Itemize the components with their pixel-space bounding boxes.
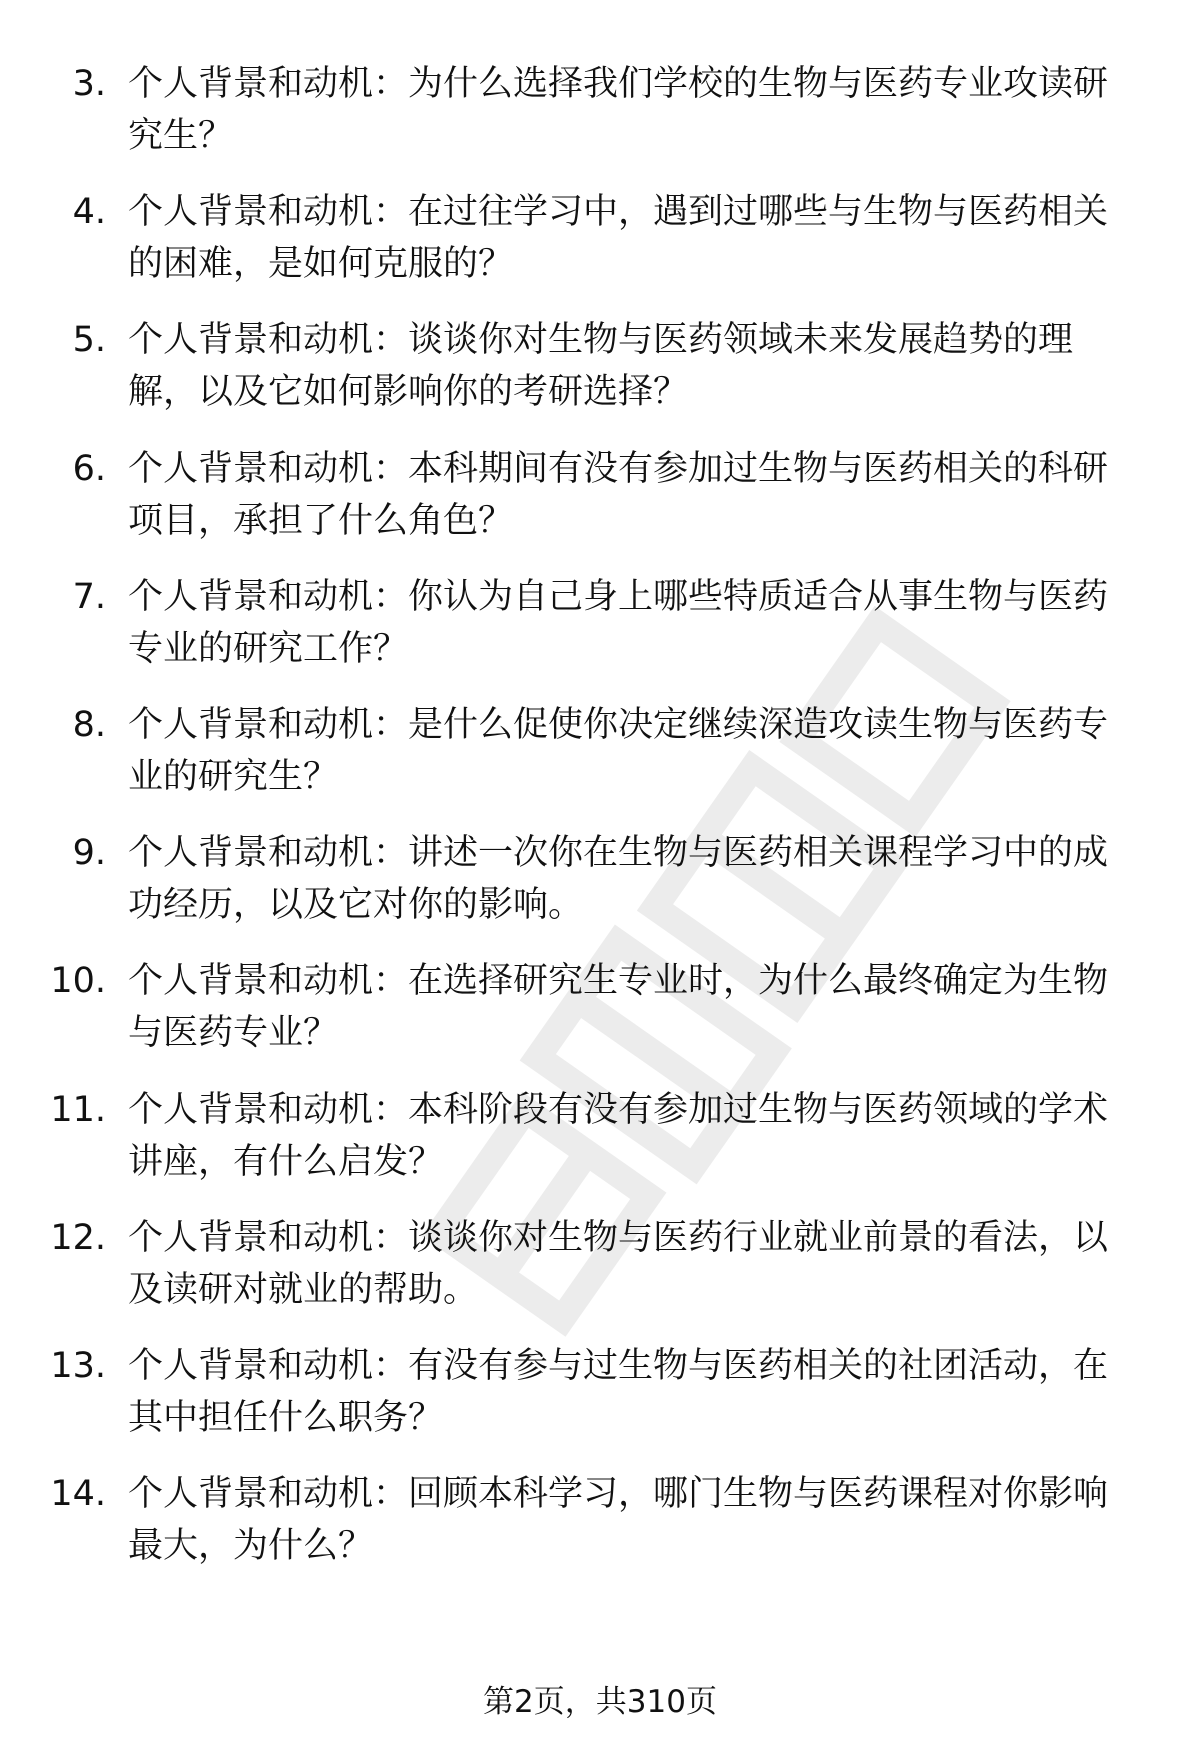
question-item (0, 1468, 1200, 1596)
question-text: 个人背景和动机：回顾本科学习，哪门生物与医药课程对你影响最大，为什么？ (128, 1474, 1109, 1567)
question-number: 9. (72, 833, 106, 874)
question-text: 个人背景和动机：谈谈你对生物与医药行业就业前景的看法，以及读研对就业的帮助。 (128, 1217, 1109, 1310)
question-item (0, 443, 1200, 571)
question-item (0, 186, 1200, 314)
question-text: 个人背景和动机：你认为自己身上哪些特质适合从事生物与医药专业的研究工作？ (128, 576, 1109, 669)
question-number: 8. (72, 704, 106, 745)
question-number: 7. (72, 576, 106, 617)
question-number: 10. (50, 961, 106, 1002)
question-number: 6. (72, 448, 106, 489)
question-number: 11. (50, 1089, 106, 1130)
question-item (0, 1340, 1200, 1468)
question-item (0, 1084, 1200, 1212)
question-number: 4. (72, 192, 106, 233)
question-item (0, 955, 1200, 1083)
question-text: 个人背景和动机：有没有参与过生物与医药相关的社团活动，在其中担任什么职务？ (128, 1345, 1109, 1438)
question-text: 个人背景和动机：在选择研究生专业时，为什么最终确定为生物与医药专业？ (128, 961, 1109, 1054)
question-list (0, 58, 1200, 1596)
question-number: 12. (50, 1217, 106, 1258)
question-number: 13. (50, 1345, 106, 1386)
question-item (0, 1212, 1200, 1340)
question-text: 个人背景和动机：本科阶段有没有参加过生物与医药领域的学术讲座，有什么启发？ (128, 1089, 1109, 1182)
question-text: 个人背景和动机：本科期间有没有参加过生物与医药相关的科研项目，承担了什么角色？ (128, 448, 1109, 541)
question-item (0, 58, 1200, 186)
question-text: 个人背景和动机：在过往学习中，遇到过哪些与生物与医药相关的困难，是如何克服的？ (128, 192, 1109, 285)
question-number: 14. (50, 1474, 106, 1515)
question-item (0, 314, 1200, 442)
question-item (0, 699, 1200, 827)
question-item (0, 827, 1200, 955)
page-number: 第2页，共310页 (483, 1684, 717, 1720)
question-text: 个人背景和动机：为什么选择我们学校的生物与医药专业攻读研究生？ (128, 64, 1109, 156)
question-item (0, 571, 1200, 699)
question-number: 3. (72, 64, 106, 104)
question-number: 5. (72, 320, 106, 361)
question-text: 个人背景和动机：讲述一次你在生物与医药相关课程学习中的成功经历，以及它对你的影响。 (128, 833, 1109, 926)
question-text: 个人背景和动机：是什么促使你决定继续深造攻读生物与医药专业的研究生？ (128, 704, 1109, 797)
question-text: 个人背景和动机：谈谈你对生物与医药领域未来发展趋势的理解，以及它如何影响你的考研选择？ (128, 320, 1074, 413)
